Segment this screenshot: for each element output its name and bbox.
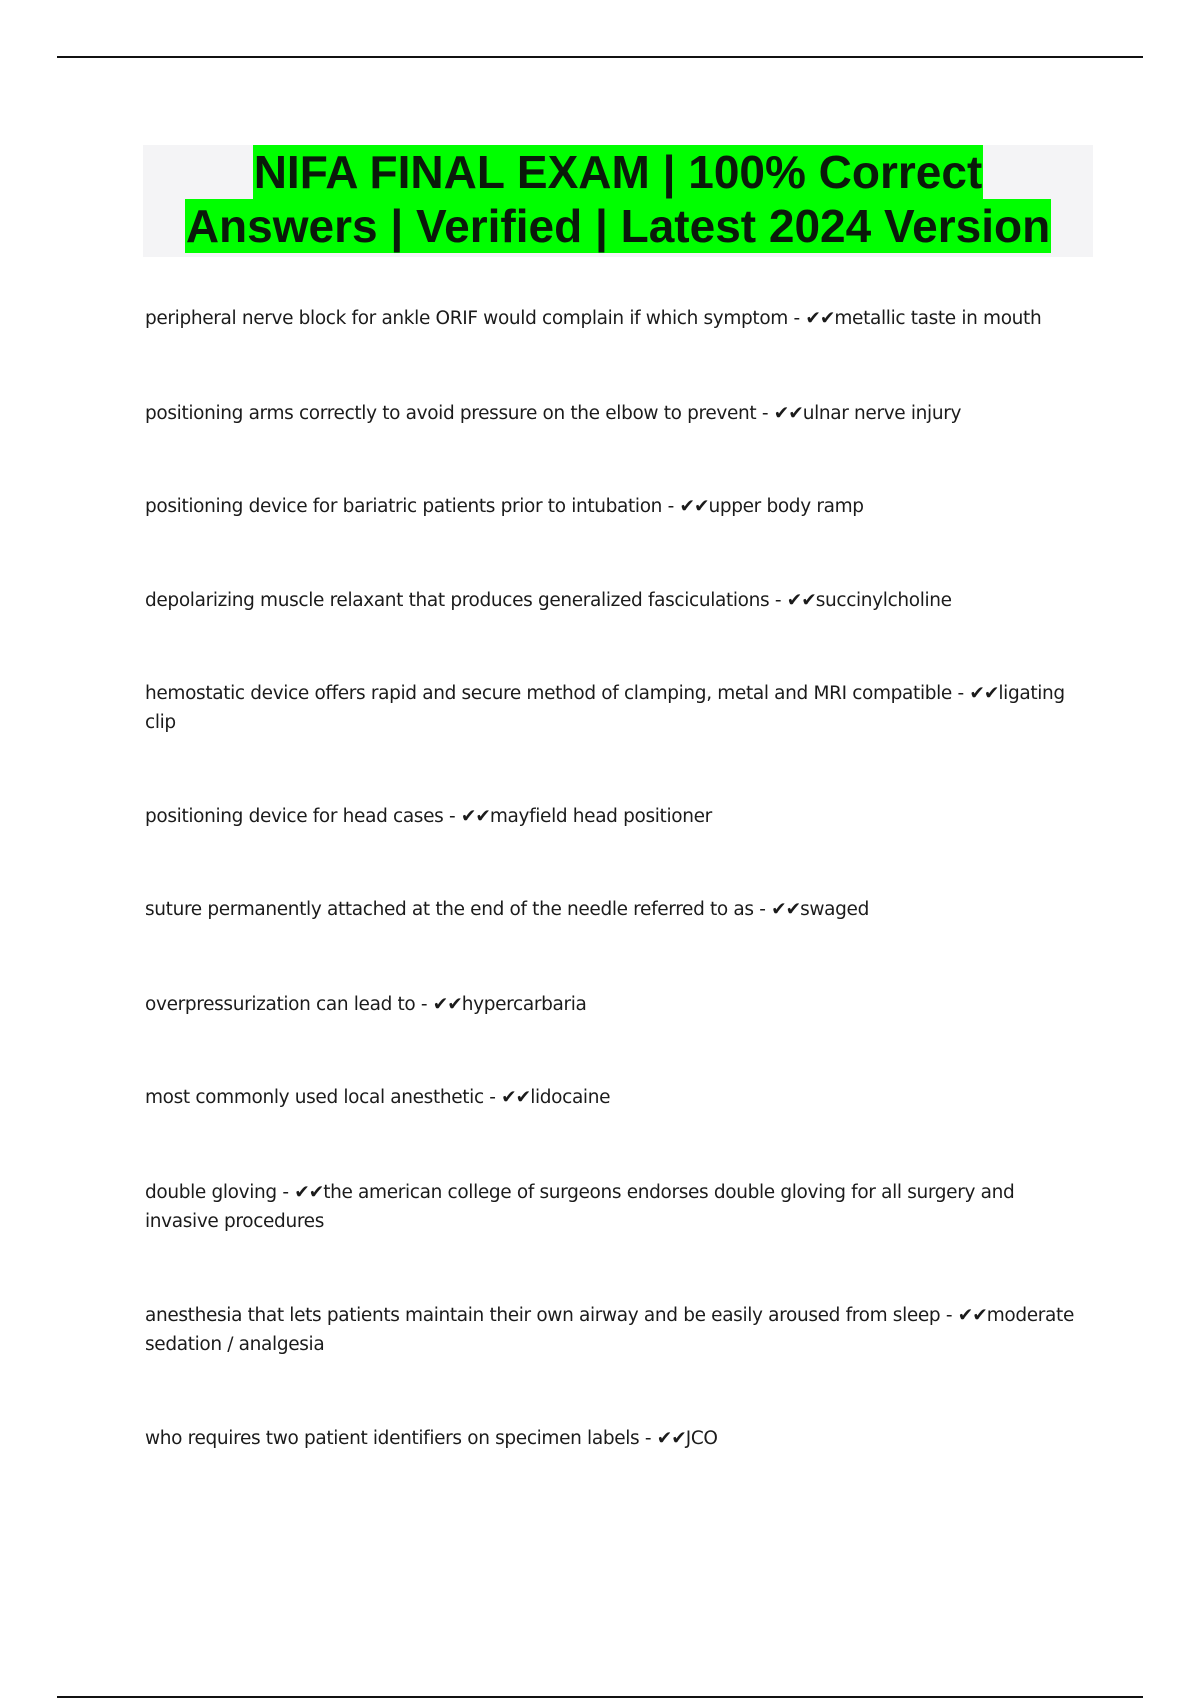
qa-item <box>145 990 1090 1019</box>
separator: - <box>951 683 970 704</box>
qa-item <box>145 1424 1090 1453</box>
separator: - <box>940 1305 958 1326</box>
separator: - <box>769 590 787 611</box>
check-icon: ✔✔ <box>805 308 835 329</box>
title-block <box>143 145 1093 257</box>
separator: - <box>443 806 461 827</box>
separator: - <box>639 1428 657 1449</box>
separator: - <box>662 496 680 517</box>
answer-text: the american college of surgeons endorses double gloving for all surgery and invasive procedures <box>145 1182 1015 1232</box>
check-icon: ✔✔ <box>773 403 803 424</box>
qa-item <box>145 586 1090 615</box>
question-text: depolarizing muscle relaxant that produces generalized fasciculations <box>145 590 770 611</box>
question-text: peripheral nerve block for ankle ORIF would complain if which symptom <box>145 308 788 329</box>
page-title-line-2: Answers | Verified | Latest 2024 Version <box>185 200 1051 252</box>
question-text: most commonly used local anesthetic <box>145 1087 484 1108</box>
qa-item <box>145 895 1090 924</box>
check-icon: ✔✔ <box>957 1305 987 1326</box>
check-icon: ✔✔ <box>679 496 709 517</box>
answer-text: upper body ramp <box>708 496 864 517</box>
qa-item <box>145 1083 1090 1112</box>
check-icon: ✔✔ <box>460 806 490 827</box>
qa-item <box>145 802 1090 831</box>
question-text: hemostatic device offers rapid and secure method of clamping, metal and MRI compatible <box>145 683 952 704</box>
answer-text: mayfield head positioner <box>489 806 712 827</box>
question-text: overpressurization can lead to <box>145 994 416 1015</box>
qa-item <box>145 679 1090 737</box>
check-icon: ✔✔ <box>432 994 462 1015</box>
answer-text: swaged <box>800 899 869 920</box>
qa-item <box>145 1301 1090 1359</box>
qa-item <box>145 1178 1090 1236</box>
separator: - <box>787 308 806 329</box>
question-text: double gloving <box>145 1182 277 1203</box>
question-text: suture permanently attached at the end of the needle referred to as <box>145 899 754 920</box>
question-text: positioning arms correctly to avoid pressure on the elbow to prevent <box>145 403 757 424</box>
qa-item <box>145 304 1090 333</box>
answer-text: moderate sedation / analgesia <box>145 1305 1074 1355</box>
question-text: positioning device for head cases <box>145 806 444 827</box>
bottom-divider <box>57 1696 1143 1698</box>
separator: - <box>756 403 774 424</box>
page-title-line-1: NIFA FINAL EXAM | 100% Correct <box>253 146 983 198</box>
question-text: anesthesia that lets patients maintain their own airway and be easily aroused from sleep <box>145 1305 941 1326</box>
check-icon: ✔✔ <box>969 683 999 704</box>
check-icon: ✔✔ <box>771 899 801 920</box>
answer-text: lidocaine <box>530 1087 611 1108</box>
answer-text: hypercarbaria <box>461 994 587 1015</box>
answer-text: metallic taste in mouth <box>834 308 1042 329</box>
answer-text: JCO <box>685 1428 718 1449</box>
check-icon: ✔✔ <box>786 590 816 611</box>
qa-item <box>145 492 1090 521</box>
separator: - <box>753 899 772 920</box>
qa-item <box>145 399 1090 428</box>
check-icon: ✔✔ <box>294 1182 324 1203</box>
check-icon: ✔✔ <box>501 1087 531 1108</box>
separator: - <box>415 994 433 1015</box>
answer-text: ligating clip <box>145 683 1065 733</box>
answer-text: ulnar nerve injury <box>802 403 962 424</box>
separator: - <box>483 1087 502 1108</box>
top-divider <box>57 56 1143 58</box>
question-text: who requires two patient identifiers on specimen labels <box>145 1428 640 1449</box>
check-icon: ✔✔ <box>656 1428 686 1449</box>
question-text: positioning device for bariatric patients prior to intubation <box>145 496 663 517</box>
separator: - <box>276 1182 295 1203</box>
answer-text: succinylcholine <box>815 590 952 611</box>
